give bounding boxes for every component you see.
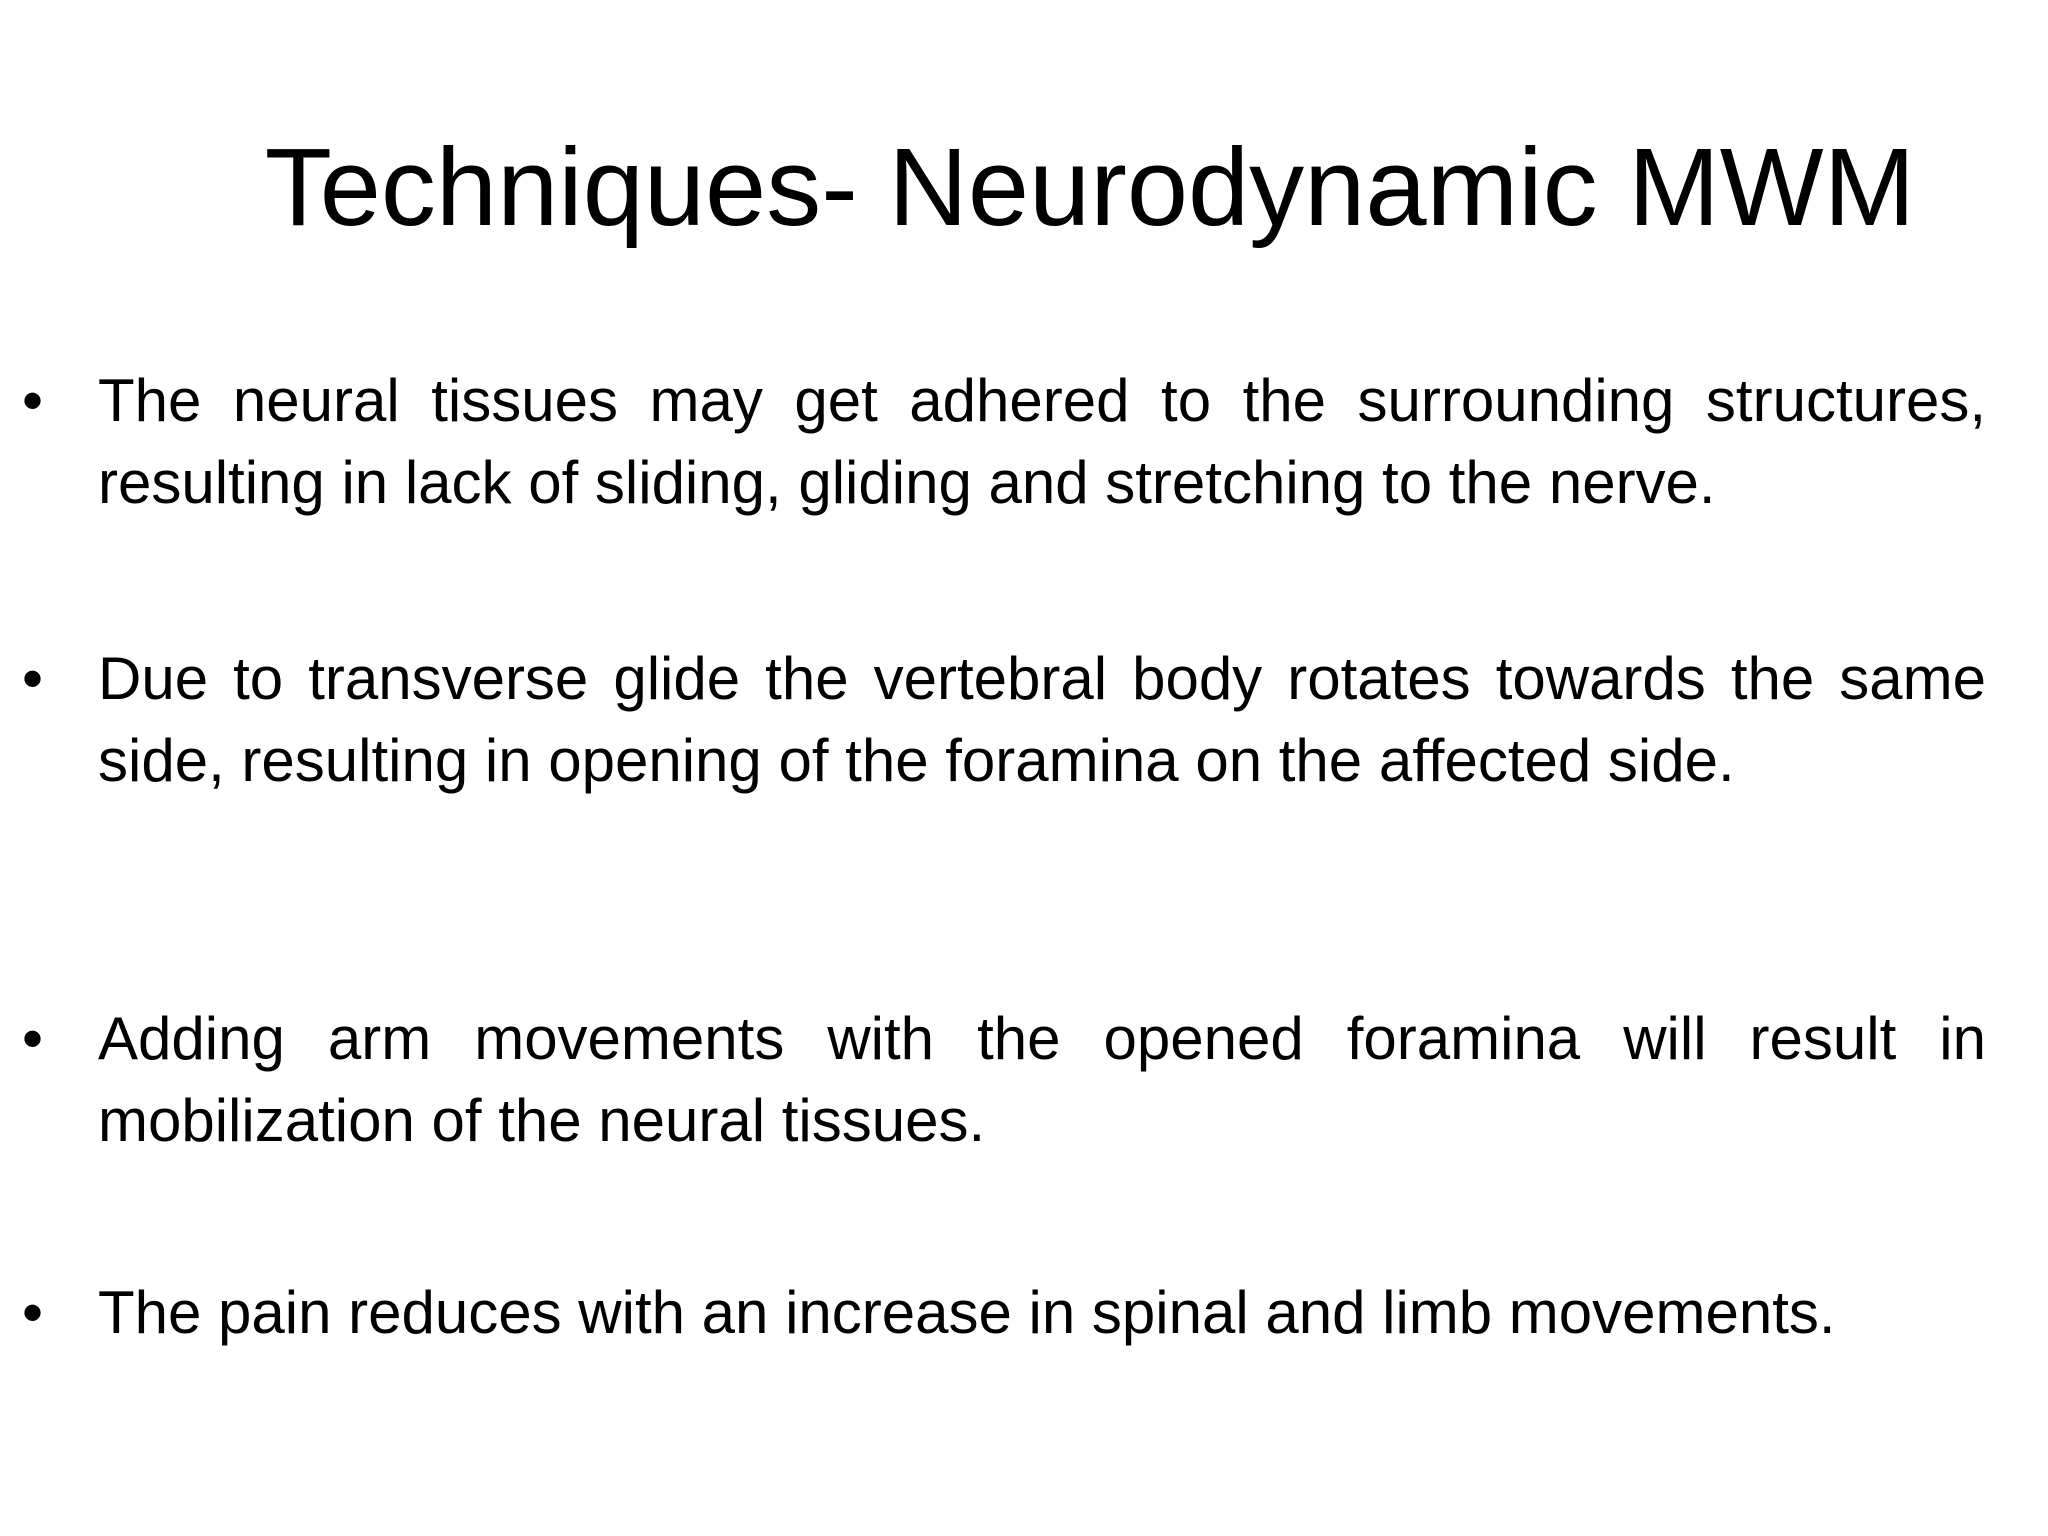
bullet-marker: • <box>22 1005 44 1072</box>
bullet-marker: • <box>22 367 44 434</box>
bullet-text: The pain reduces with an increase in spinal and limb movements. <box>98 1279 1836 1346</box>
bullet-marker: • <box>22 645 44 712</box>
slide-title: Techniques- Neurodynamic MWM <box>264 126 1916 249</box>
bullet-text: The neural tissues may get adhered to the surrounding structures, resulting in lack of sliding, gliding and stretching to the nerve. <box>98 367 1986 516</box>
bullet-text: Due to transverse glide the vertebral body rotates towards the same side, resulting in opening of the foramina on the affected side. <box>98 645 1986 794</box>
bullet-text: Adding arm movements with the opened foramina will result in mobilization of the neural tissues. <box>98 1005 1986 1154</box>
bullet-marker: • <box>22 1279 44 1346</box>
